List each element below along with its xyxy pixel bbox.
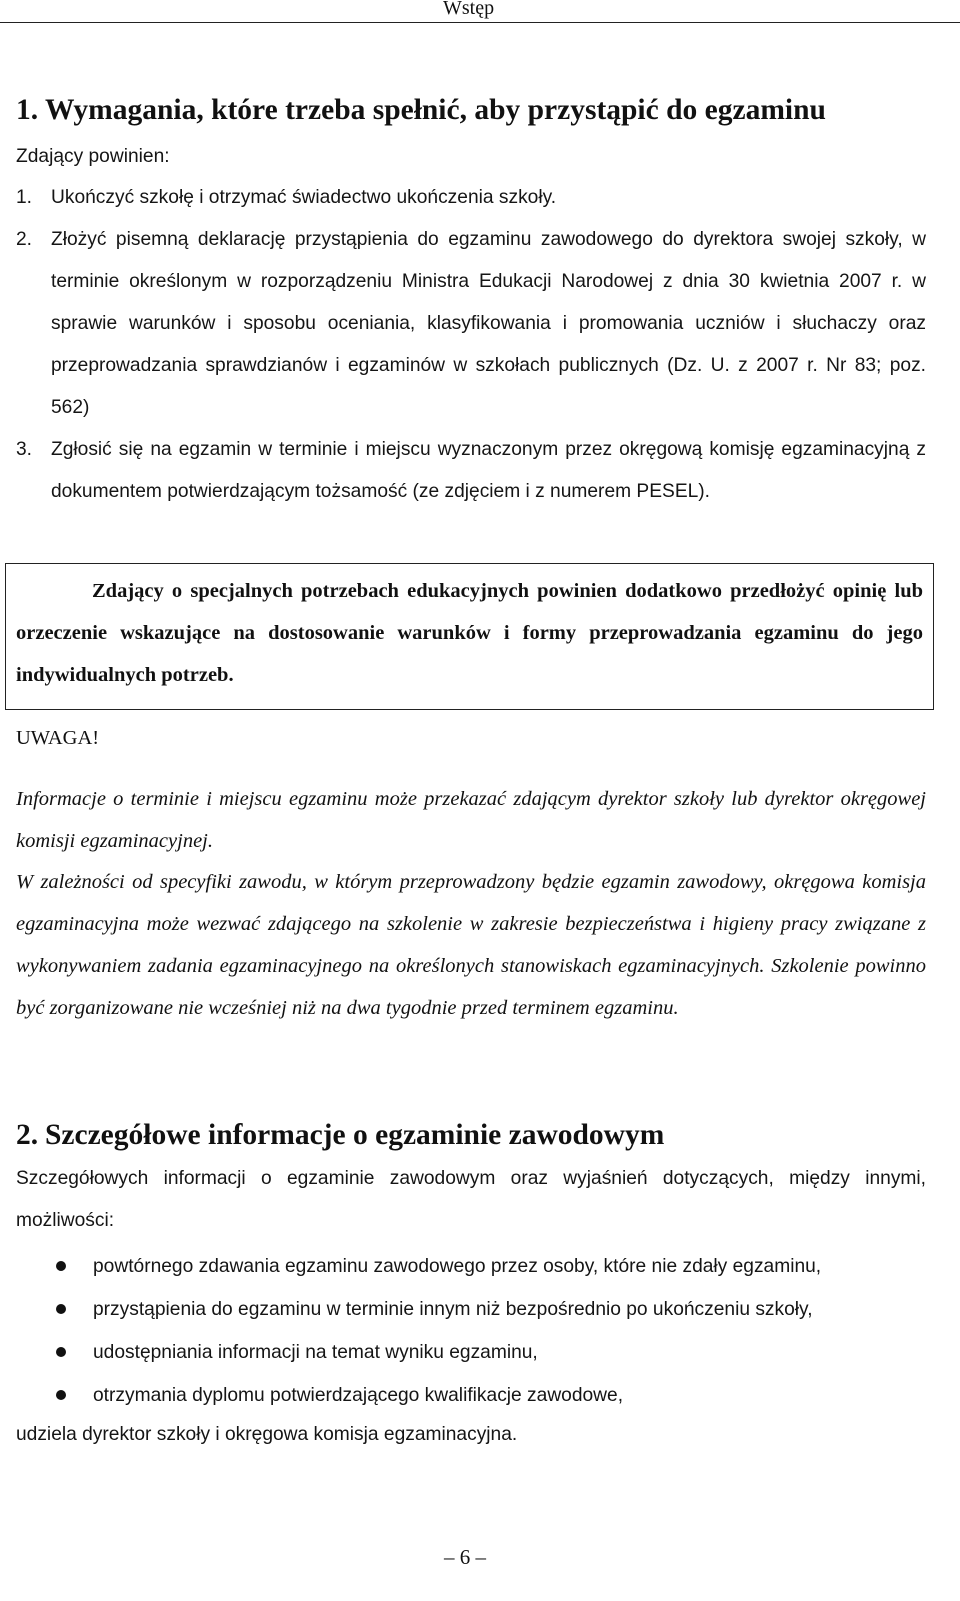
section-1-heading xyxy=(16,92,826,128)
list-item-text: przystąpienia do egzaminu w terminie innym niż bezpośrednio po ukończeniu szkoły, xyxy=(93,1299,813,1320)
options-list xyxy=(16,1245,821,1417)
requirement-item-3 xyxy=(16,429,926,513)
list-item xyxy=(16,1288,821,1331)
page-number: – 6 – xyxy=(444,1545,486,1569)
section-1-number: 1. xyxy=(16,94,39,126)
list-item xyxy=(16,1245,821,1288)
list-item-text: powtórnego zdawania egzaminu zawodowego przez osoby, które nie zdały egzaminu, xyxy=(93,1256,822,1277)
bullet-icon xyxy=(56,1261,66,1271)
requirement-text: Złożyć pisemną deklarację przystąpienia do egzaminu zawodowego do dyrektora swojej szkoły, w terminie określonym w rozporządzeniu Ministra Edukacji Narodowej z dnia 30 kwietnia 2007 r. w sprawie warunków i sposobu oceniania, klasyfikowania i promowania uczniów i słuchaczy oraz przeprowadzania sprawdzianów i egzaminów w szkołach publicznych (Dz. U. z 2007 r. Nr 83; poz. 562) xyxy=(51,229,926,418)
section-2-heading xyxy=(16,1117,664,1153)
requirement-number: 2. xyxy=(16,229,33,250)
warning-paragraph-1: Informacje o terminie i miejscu egzaminu może przekazać zdającym dyrektor szkoły lub dyrektor okręgowej komisji egzaminacyjnej. xyxy=(16,788,926,852)
section-2-title: Szczegółowe informacje o egzaminie zawodowym xyxy=(45,1119,665,1151)
requirement-text: Zgłosić się na egzamin w terminie i miejscu wyznaczonym przez okręgową komisję egzaminacyjną z dokumentem potwierdzającym tożsamość (ze zdjęciem i z numerem PESEL). xyxy=(51,439,926,502)
list-item-text: otrzymania dyplomu potwierdzającego kwalifikacje zawodowe, xyxy=(93,1385,624,1406)
warning-paragraph-2: W zależności od specyfiki zawodu, w którym przeprowadzony będzie egzamin zawodowy, okręgowa komisja egzaminacyjna może wezwać zdającego na szkolenie w zakresie bezpieczeństwa i higieny pracy związane z wykonywaniem zadania egzaminacyjnego na określonych stanowiskach egzaminacyjnych. Szkolenie powinno być zorganizowane nie wcześniej niż na dwa tygodnie przed terminem egzaminu. xyxy=(16,871,926,1019)
warning-label: UWAGA! xyxy=(16,727,100,749)
section-2-intro: Szczegółowych informacji o egzaminie zawodowym oraz wyjaśnień dotyczących, między innymi, możliwości: xyxy=(16,1168,926,1231)
section-2-number: 2. xyxy=(16,1119,39,1151)
list-item xyxy=(16,1331,821,1374)
list-item-text: udostępniania informacji na temat wyniku egzaminu, xyxy=(93,1342,538,1363)
page-header xyxy=(0,0,960,23)
requirement-number: 3. xyxy=(16,439,33,460)
section-2-closing: udziela dyrektor szkoły i okręgowa komisja egzaminacyjna. xyxy=(16,1424,518,1445)
special-needs-note: Zdający o specjalnych potrzebach edukacyjnych powinien dodatkowo przedłożyć opinię lub orzeczenie wskazujące na dostosowanie warunków i formy przeprowadzania egzaminu do jego indywidualnych potrzeb. xyxy=(16,580,923,686)
requirement-item-1 xyxy=(16,177,926,219)
section-1-intro: Zdający powinien: xyxy=(16,146,170,167)
bullet-icon xyxy=(56,1304,66,1314)
bullet-icon xyxy=(56,1390,66,1400)
section-1-title: Wymagania, które trzeba spełnić, aby przystąpić do egzaminu xyxy=(45,94,826,126)
requirement-item-2 xyxy=(16,219,926,429)
requirement-number: 1. xyxy=(16,187,33,208)
requirement-text: Ukończyć szkołę i otrzymać świadectwo ukończenia szkoły. xyxy=(51,187,557,208)
list-item xyxy=(16,1374,821,1417)
special-needs-box xyxy=(5,563,934,710)
bullet-icon xyxy=(56,1347,66,1357)
header-title: Wstęp xyxy=(443,0,495,19)
